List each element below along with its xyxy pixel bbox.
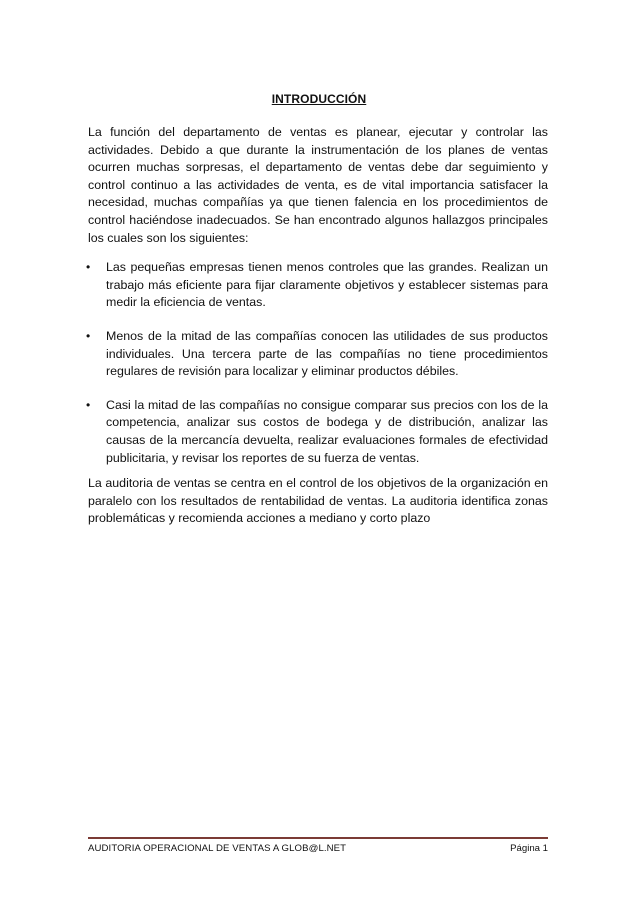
list-item-text: Las pequeñas empresas tienen menos controles que las grandes. Realizan un trabajo más eficiente para fijar claramente objetivos y establecer sistemas para medir la eficiencia de ventas. <box>106 260 548 310</box>
list-item-text: Casi la mitad de las compañías no consigue comparar sus precios con los de la competencia, analizar sus costos de bodega y de distribución, analizar las causas de la mercancía devuelta, realizar evaluaciones formales de efectividad publicitaria, y revisar los reportes de su fuerza de ventas. <box>106 397 548 465</box>
list-item <box>88 259 548 312</box>
bullet-icon: • <box>86 397 91 412</box>
page-title: INTRODUCCIÓN <box>271 92 367 106</box>
footer-document-title: AUDITORIA OPERACIONAL DE VENTAS A GLOB@L.NET <box>88 843 347 854</box>
list-item <box>88 397 548 467</box>
intro-paragraph: La función del departamento de ventas es planear, ejecutar y controlar las actividades. Debido a que durante la instrumentación de los planes de ventas ocurren muchas sorpresas, el departamento de ventas debe dar seguimiento y control continuo a las actividades de venta, es de vital importancia satisfacer la necesidad, muchas compañías ya que tienen falencia en los procedimientos de control haciéndose inadecuados. Se han encontrado algunos hallazgos principales los cuales son los siguientes: <box>88 125 548 245</box>
document-body <box>88 124 548 528</box>
footer-divider <box>88 837 548 839</box>
list-item <box>88 328 548 381</box>
findings-list <box>88 259 548 467</box>
page-number: Página 1 <box>510 843 548 854</box>
list-item-text: Menos de la mitad de las compañías conocen las utilidades de sus productos individuales. Una tercera parte de las compañías no tiene procedimientos regulares de revisión para localizar y eliminar productos débiles. <box>106 328 548 379</box>
bullet-icon: • <box>86 260 91 275</box>
bullet-icon: • <box>86 328 91 343</box>
closing-paragraph: La auditoria de ventas se centra en el control de los objetivos de la organización en paralelo con los resultados de rentabilidad de ventas. La auditoria identifica zonas problemáticas y recomienda acciones a mediano y corto plazo <box>88 476 548 526</box>
